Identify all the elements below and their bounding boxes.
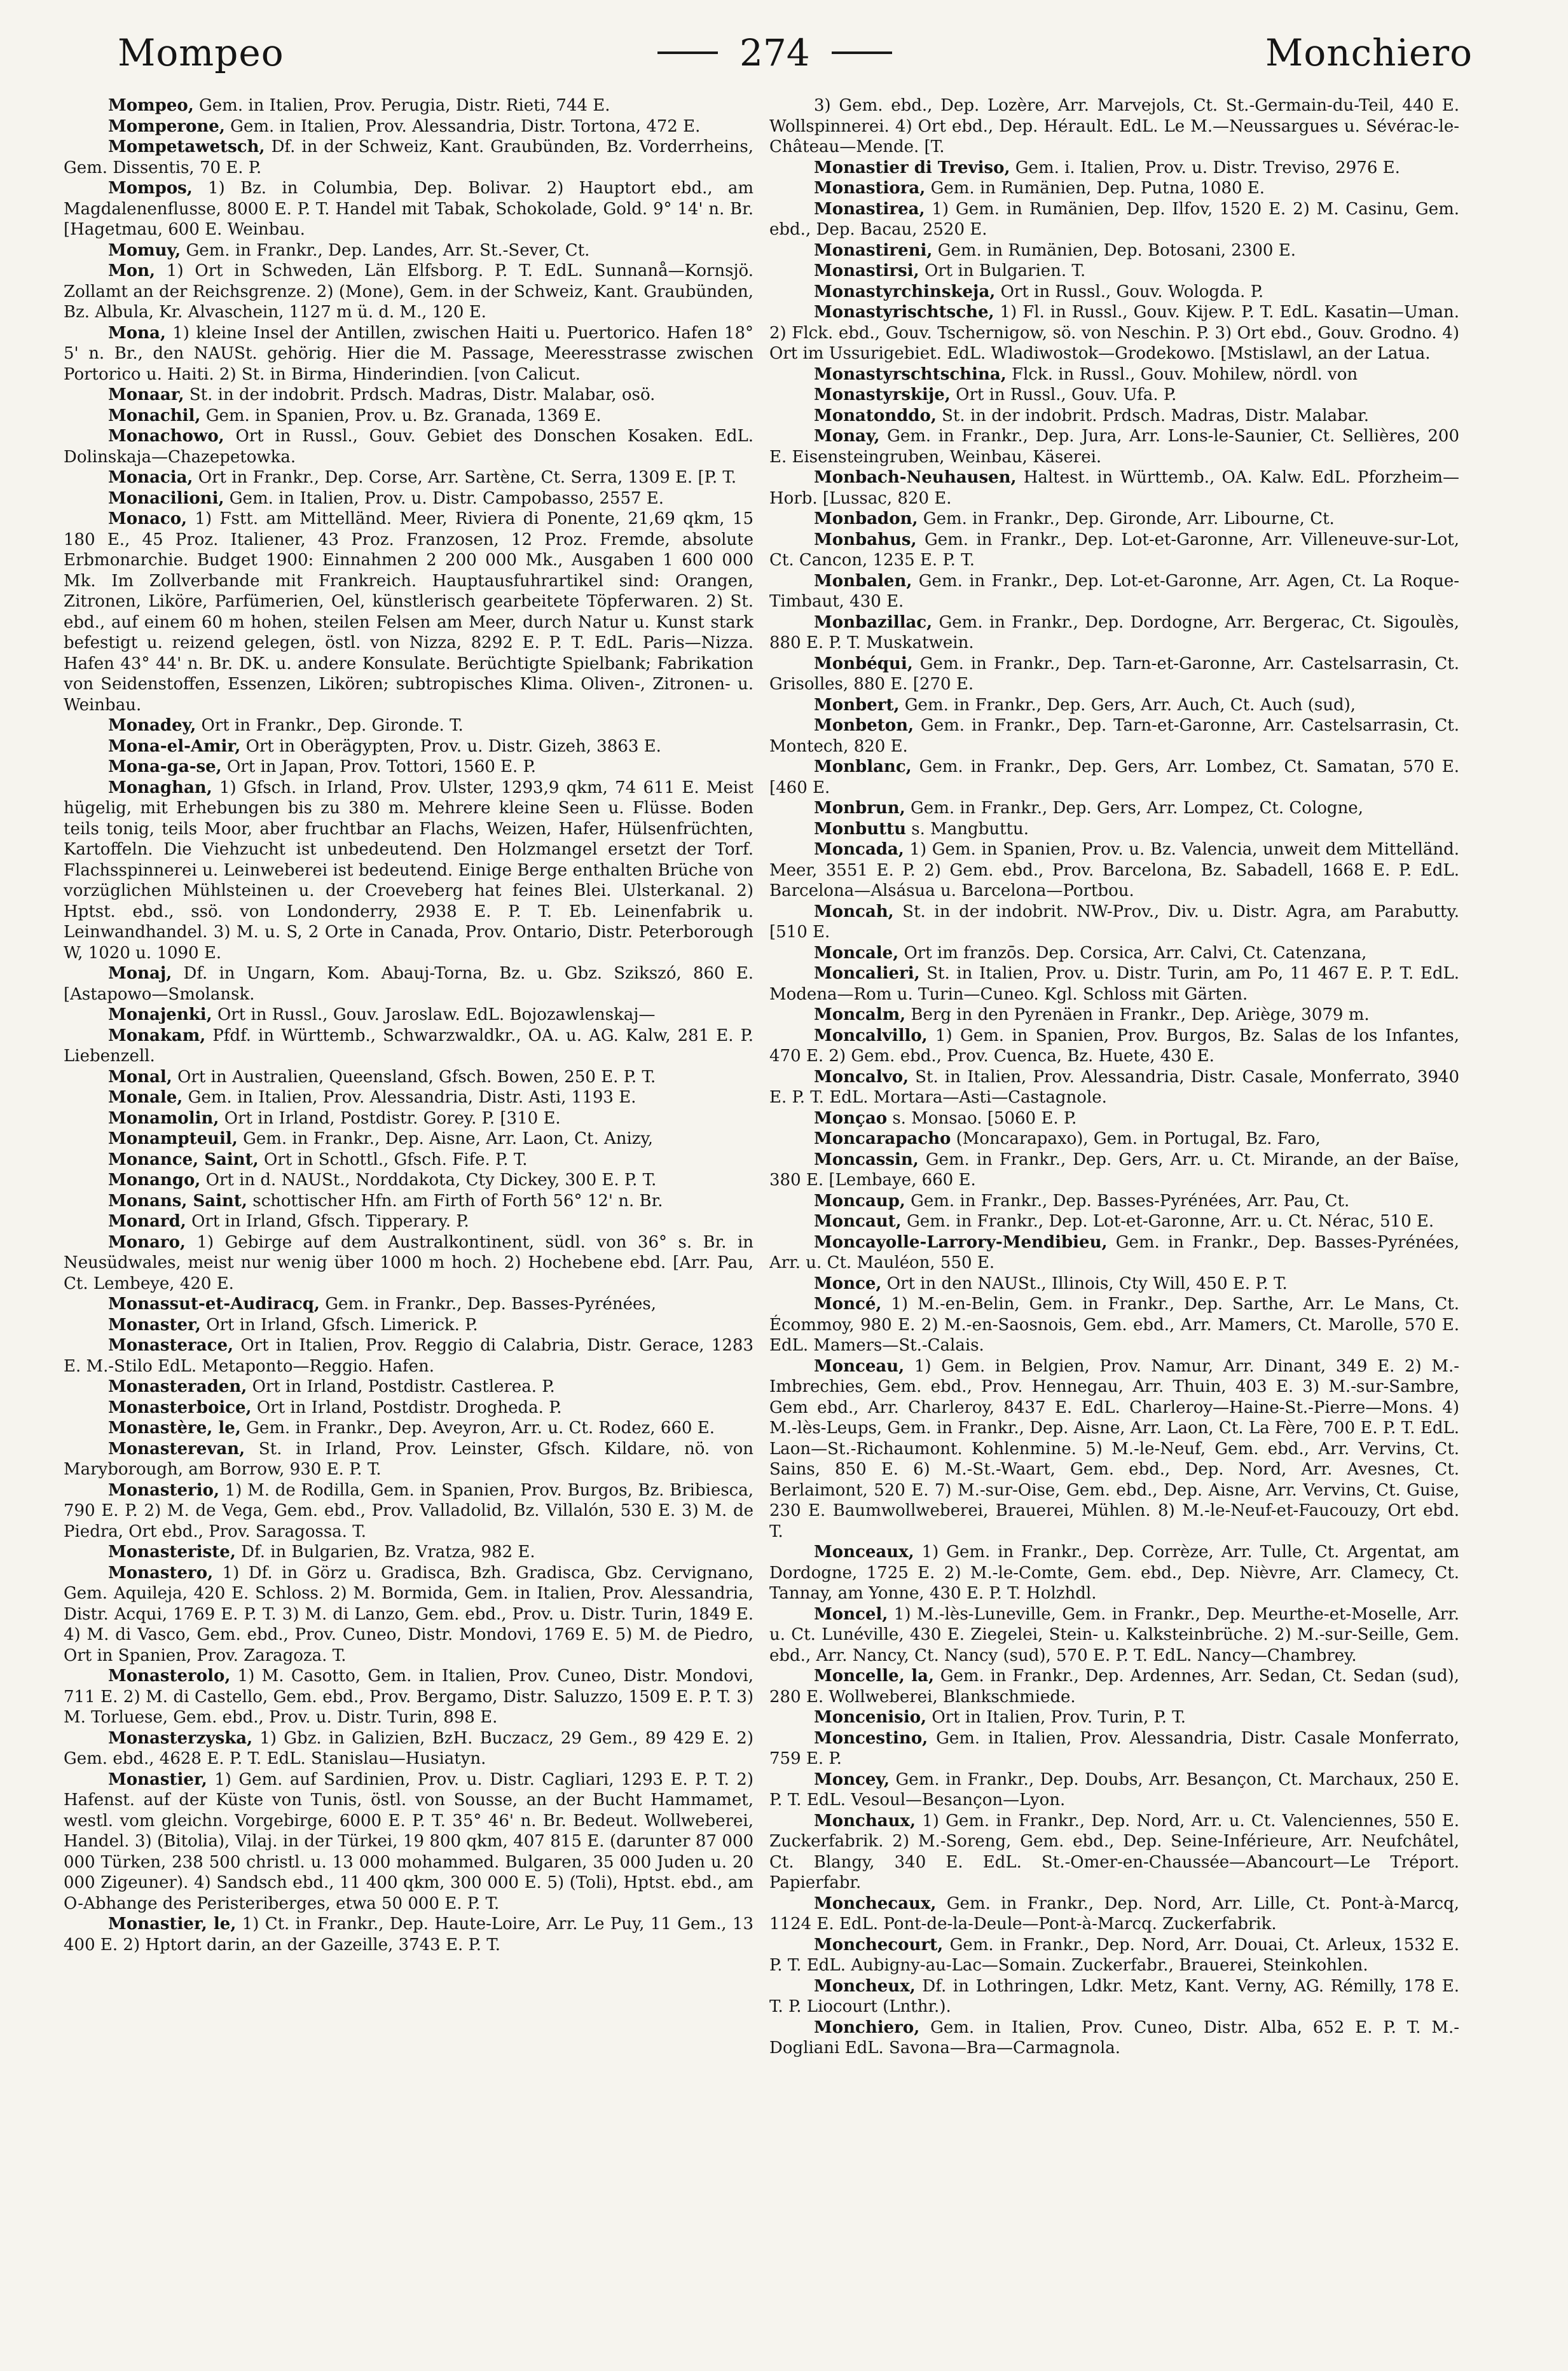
gazetteer-entry: [64, 1150, 753, 1171]
entry-text: 1) Gebirge auf dem Australkontinent, südl. von 36° s. Br. in Neusüdwales, meist nur wenig über 1000 m hoch. 2) Hochebene ebd. [Arr. Pau, Ct. Lembeye, 420 E.: [64, 1232, 753, 1293]
entry-headword: Monango,: [108, 1171, 201, 1190]
entry-headword: Monçao: [814, 1108, 888, 1128]
gazetteer-entry: [64, 240, 753, 261]
gazetteer-entry: [64, 736, 753, 757]
entry-text: Ort in Russl., Gouv. Gebiet des Donschen Kosaken. EdL. Dolinskaja—Chazepetowka.: [64, 427, 753, 467]
entry-text: Gem. in Frankr., Dep. Nord, Arr. Douai, Ct. Arleux, 1532 E. P. T. EdL. Aubigny-au-Lac—Somain. Zuckerfabr., Brauerei, Steinkohlen.: [769, 1935, 1459, 1975]
entry-headword: Moncassin,: [814, 1150, 919, 1169]
gazetteer-entry: [769, 1294, 1459, 1356]
entry-headword: Mona-ga-se,: [108, 757, 222, 776]
entry-text: 1) Gem. in Belgien, Prov. Namur, Arr. Dinant, 349 E. 2) M.-Imbrechies, Gem. ebd., Prov. Hennegau, Arr. Thuin, 403 E. 3) M.-sur-Sambre, Gem ebd., Arr. Charleroy, 8437 E. EdL. Charleroy—Haine-St.-Pierre—Mons. 4) M.-lès-Leups, Gem. in Frankr., Dep. Aisne, Arr. Laon, Ct. La Fère, 700 E. P. T. EdL. Laon—St.-Richaumont. Kohlenmine. 5) M.-le-Neuf, Gem. ebd., Arr. Vervins, Ct. Sains, 850 E. 6) M.-St.-Waart, Gem. ebd., Dep. Nord, Arr. Avesnes, Ct. Berlaimont, 520 E. 7) M.-sur-Oise, Gem. ebd., Dep. Aisne, Arr. Vervins, Ct. Guise, 230 E. Baumwollweberei, Brauerei, Mühlen. 8) M.-le-Neuf-et-Faucouzy, Ort ebd. T.: [769, 1356, 1459, 1541]
entry-text: 1) Gem. in Spanien, Prov. Burgos, Bz. Salas de los Infantes, 470 E. 2) Gem. ebd., Prov. Cuenca, Bz. Huete, 430 E.: [769, 1026, 1459, 1066]
entry-text: Ort in Oberägypten, Prov. u. Distr. Gizeh, 3863 E.: [245, 736, 661, 756]
gazetteer-entry: [64, 1480, 753, 1543]
entry-headword: Monblanc,: [814, 757, 912, 776]
entry-headword: Monbeton,: [814, 716, 914, 735]
entry-headword: Monay,: [814, 427, 880, 446]
entry-text: Ort im franzōs. Dep. Corsica, Arr. Calvi, Ct. Catenzana,: [904, 943, 1367, 963]
entry-text: Ort in Russl., Gouv. Wologda. P.: [1000, 282, 1264, 301]
entry-text: s. Mangbuttu.: [911, 819, 1029, 839]
entry-text: Gem. in Frankr., Dep. Dordogne, Arr. Bergerac, Ct. Sigoulès, 880 E. P. T. Muskatwein.: [769, 612, 1459, 652]
entry-text: Gem. in Frankr., Dep. Lot-et-Garonne, Arr. Villeneuve-sur-Lot, Ct. Cancon, 1235 E. P. T.: [769, 530, 1459, 570]
entry-text: St. in der indobrit. Prdsch. Madras, Distr. Malabar, osö.: [189, 385, 656, 404]
entry-headword: Monachil,: [108, 406, 201, 425]
entry-headword: Moncale,: [814, 943, 899, 963]
entry-headword: Monamolin,: [108, 1108, 219, 1128]
gazetteer-entry: [64, 509, 753, 715]
entry-headword: Moncah,: [814, 902, 894, 921]
entry-headword: Monaster,: [108, 1315, 201, 1335]
gazetteer-entry: [64, 778, 753, 964]
gazetteer-entry: [64, 178, 753, 240]
entry-text: 1) Gem. in Frankr., Dep. Nord, Arr. u. Ct. Valenciennes, 550 E. Zuckerfabrik. 2) M.-Soreng, Gem. ebd., Dep. Seine-Inférieure, Arr. Neufchâtel, Ct. Blangy, 340 E. EdL. St.-Omer-en-Chaussée—Abancourt—Le Tréport. Papierfabr.: [769, 1811, 1459, 1892]
entry-text: St. in der indobrit. Prdsch. Madras, Distr. Malabar.: [942, 406, 1370, 425]
entry-headword: Monasteriste,: [108, 1543, 236, 1562]
entry-headword: Monchecourt,: [814, 1935, 944, 1955]
gazetteer-entry: [64, 1211, 753, 1232]
entry-text: Gem. in Frankr., Dep. Gers, Arr. u. Ct. Mirande, an der Baïse, 380 E. [Lembaye, 660 E.: [769, 1150, 1459, 1190]
entry-text: Gem. in Italien, Prov. Alessandria, Distr. Asti, 1193 E.: [188, 1088, 636, 1107]
gazetteer-entry: [769, 282, 1459, 303]
entry-headword: Monaco,: [108, 509, 188, 528]
entry-headword: Moncheux,: [814, 1976, 916, 1996]
gazetteer-entry: [769, 95, 1459, 158]
entry-text: Ort in Japan, Prov. Tottori, 1560 E. P.: [226, 757, 537, 776]
entry-headword: Moncaut,: [814, 1212, 902, 1231]
entry-text: Gem. in Italien, Prov. Perugia, Distr. Rieti, 744 E.: [199, 96, 610, 115]
entry-text: Ort in Irland, Gfsch. Limerick. P.: [206, 1315, 478, 1335]
entry-headword: Monbahus,: [814, 530, 917, 549]
page-number: 274: [739, 31, 810, 74]
entry-headword: Monaro,: [108, 1232, 186, 1252]
header-dash-left: [657, 52, 718, 54]
entry-text: Gem. in Frankr., Dep. Gers, Arr. Lompez, Ct. Cologne,: [911, 799, 1363, 818]
gazetteer-entry: [769, 1666, 1459, 1707]
gazetteer-entry: [769, 302, 1459, 364]
entry-headword: Monbazillac,: [814, 612, 933, 632]
entry-headword: Monacia,: [108, 468, 193, 487]
entry-headword: Monacilioni,: [108, 488, 224, 508]
entry-text: (Moncarapaxo), Gem. in Portugal, Bz. Faro,: [956, 1129, 1321, 1148]
entry-headword: Monachowo,: [108, 427, 224, 446]
entry-text: Gem. in Frankr., Dep. Lot-et-Garonne, Arr. Agen, Ct. La Roque-Timbaut, 430 E.: [769, 571, 1459, 611]
entry-headword: Monastirsi,: [814, 261, 919, 280]
gazetteer-entry: [64, 488, 753, 509]
gazetteer-entry: [769, 2017, 1459, 2059]
entry-headword: Monastier, le,: [108, 1914, 237, 1934]
gazetteer-entry: [64, 715, 753, 736]
entry-text: s. Monsao. [5060 E. P.: [892, 1108, 1077, 1128]
entry-text: 1) M.-lès-Luneville, Gem. in Frankr., Dep. Meurthe-et-Moselle, Arr. u. Ct. Lunéville, 430 E. Ziegelei, Stein- u. Kalksteinbrüche. 2) M.-sur-Seille, Gem. ebd., Arr. Nancy, Ct. Nancy (sud), 570 E. P. T. EdL. Nancy—Chambrey.: [769, 1604, 1459, 1665]
gazetteer-entry: [64, 1335, 753, 1377]
entry-headword: Monatonddo,: [814, 406, 937, 425]
entry-headword: Moncalvillo,: [814, 1026, 928, 1045]
entry-headword: Monchiero,: [814, 2017, 920, 2037]
gazetteer-entry: [769, 509, 1459, 530]
entry-text: 1) M. Casotto, Gem. in Italien, Prov. Cuneo, Distr. Mondovi, 711 E. 2) M. di Castello, Gem. ebd., Prov. Bergamo, Distr. Saluzzo, 1509 E. P. T. 3) M. Torluese, Gem. ebd., Prov. u. Distr. Turin, 898 E.: [64, 1667, 753, 1727]
header-first-entry: Mompeo: [118, 31, 284, 74]
gazetteer-entry: [64, 385, 753, 406]
gazetteer-entry: [64, 95, 753, 116]
entry-text: 1) Gfsch. in Irland, Prov. Ulster, 1293,9 qkm, 74 611 E. Meist hügelig, mit Erhebungen bis zu 380 m. Mehrere kleine Seen u. Flüsse. Boden teils tonig, teils Moor, aber fruchtbar an Flachs, Weizen, Hafer, Hülsenfrüchten, Kartoffeln. Die Viehzucht ist unbedeutend. Den Holzmangel ersetzt der Torf. Flachsspinnerei u. Leinweberei ist bedeutend. Einige Berge enthalten Brüche von vorzüglichen Mühlsteinen u. der Croeveberg hat feines Blei. Ulsterkanal. 2) Hptst. ebd., ssö. von Londonderry, 2938 E. P. T. Eb. Leinenfabrik u. Leinwandhandel. 3) M. u. S, 2 Orte in Canada, Prov. Ontario, Distr. Peterborough W, 1020 u. 1090 E.: [64, 778, 753, 963]
entry-headword: Monasterboice,: [108, 1398, 252, 1417]
entry-text: 1) Df. in Görz u. Gradisca, Bzh. Gradisca, Gbz. Cervignano, Gem. Aquileja, 420 E. Schloss. 2) M. Bormida, Gem. in Italien, Prov. Alessandria, Distr. Acqui, 1769 E. P. T. 3) M. di Lanzo, Gem. ebd., Prov. u. Distr. Turin, 1849 E. 4) M. di Vasco, Gem. ebd., Prov. Cuneo, Distr. Mondovi, 1769 E. 5) M. de Piedro, Ort in Spanien, Prov. Zaragoza. T.: [64, 1563, 753, 1665]
entry-text: Ort in Schottl., Gfsch. Fife. P. T.: [263, 1150, 528, 1169]
entry-text: Gem. in Frankr., Dep. Basses-Pyrénées, Arr. Pau, Ct.: [911, 1191, 1350, 1211]
gazetteer-entry: [64, 426, 753, 467]
entry-text: schottischer Hfn. am Firth of Forth 56° 12' n. Br.: [252, 1191, 663, 1211]
entry-headword: Moncalvo,: [814, 1067, 909, 1087]
entry-text: Gem. in Frankr., Dep. Lot-et-Garonne, Arr. u. Ct. Nérac, 510 E.: [906, 1212, 1434, 1231]
gazetteer-entry: [769, 1026, 1459, 1067]
entry-text: 1) Fstt. am Mittelländ. Meer, Riviera di Ponente, 21,69 qkm, 15 180 E., 45 Proz. Italiener, 43 Proz. Franzosen, 12 Proz. Fremde, absolute Erbmonarchie. Budget 1900: Einnahmen 2 200 000 Mk., Ausgaben 1 600 000 Mk. Im Zollverbande mit Frankreich. Hauptausfuhrartikel sind: Orangen, Zitronen, Liköre, Parfümerien, Oel, künstlerisch gearbeitete Töpferwaren. 2) St. ebd., auf einem 60 m hohen, steilen Felsen am Meer, durch Natur u. Kunst stark befestigt u. reizend gelegen, östl. von Nizza, 8292 E. P. T. EdL. Paris—Nizza. Hafen 43° 44' n. Br. DK. u. andere Konsulate. Berüchtigte Spielbank; Fabrikation von Seidenstoffen, Essenzen, Likören; subtropisches Klima. Oliven-, Zitronen- u. Weinbau.: [64, 509, 753, 715]
entry-text: Gem. in Rumänien, Dep. Putna, 1080 E.: [930, 179, 1265, 198]
entry-headword: Monchecaux,: [814, 1893, 937, 1913]
gazetteer-entry: [64, 1315, 753, 1336]
entry-headword: Mompetawetsch,: [108, 137, 265, 156]
entry-headword: Monceau,: [814, 1356, 905, 1376]
gazetteer-entry: [769, 1356, 1459, 1543]
gazetteer-entry: [769, 364, 1459, 385]
gazetteer-entry: [64, 467, 753, 488]
entry-text: Gem. in Frankr., Dep. Jura, Arr. Lons-le-Saunier, Ct. Sellières, 200 E. Eisensteingruben, Weinbau, Käserei.: [769, 427, 1459, 467]
entry-headword: Monbalen,: [814, 571, 912, 591]
gazetteer-entry: [769, 1604, 1459, 1667]
entry-text: Gem. in Frankr., Dep. Nord, Arr. Lille, Ct. Pont-à-Marcq, 1124 E. EdL. Pont-de-la-Deule—Pont-à-Marcq. Zuckerfabrik.: [769, 1893, 1459, 1934]
entry-text: St. in Italien, Prov. Alessandria, Distr. Casale, Monferrato, 3940 E. P. T. EdL. Mortara—Asti—Castagnole.: [769, 1067, 1459, 1107]
entry-text: 1) Gem. in Spanien, Prov. u. Bz. Valencia, unweit dem Mittelländ. Meer, 3551 E. P. 2) Gem. ebd., Prov. Barcelona, Bz. Sabadell, 1668 E. P. EdL. Barcelona—Alsásua u. Barcelona—Portbou.: [769, 840, 1459, 900]
gazetteer-entry: [769, 798, 1459, 819]
gazetteer-entry: [769, 178, 1459, 199]
entry-text: 1) M.-en-Belin, Gem. in Frankr., Dep. Sarthe, Arr. Le Mans, Ct. Écommoy, 980 E. 2) M.-en-Saosnois, Gem. ebd., Arr. Mamers, Ct. Marolle, 570 E. EdL. Mamers—St.-Calais.: [769, 1295, 1459, 1355]
gazetteer-entry: [64, 1770, 753, 1914]
gazetteer-entry: [64, 1666, 753, 1728]
left-column: [64, 95, 753, 2349]
gazetteer-entry: [769, 1211, 1459, 1232]
entry-text: Ort in Bulgarien. T.: [924, 261, 1086, 280]
gazetteer-entry: [769, 385, 1459, 406]
entry-text: St. in der indobrit. NW-Prov., Div. u. Distr. Agra, am Parabutty. [510 E.: [769, 902, 1459, 942]
gazetteer-entry: [769, 612, 1459, 654]
entry-text: 1) Gbz. in Galizien, BzH. Buczacz, 29 Gem., 89 429 E. 2) Gem. ebd., 4628 E. P. T. EdL. Stanislau—Husiatyn.: [64, 1728, 753, 1768]
entry-text: Gem. in Frankr., Dep. Ardennes, Arr. Sedan, Ct. Sedan (sud), 280 E. Wollweberei, Blankschmiede.: [769, 1667, 1459, 1707]
entry-text: Ort in Irland, Gfsch. Tipperary. P.: [191, 1212, 469, 1231]
gazetteer-entry: [769, 467, 1459, 509]
gazetteer-entry: [769, 240, 1459, 261]
entry-headword: Monance, Saint,: [108, 1150, 259, 1169]
entry-headword: Monastier,: [108, 1770, 207, 1789]
entry-text: Ort in Australien, Queensland, Gfsch. Bowen, 250 E. P. T.: [177, 1067, 656, 1087]
entry-text: Gem. in Frankr., Dep. Gers, Arr. Auch, Ct. Auch (sud),: [904, 695, 1356, 715]
entry-headword: Monastiora,: [814, 179, 926, 198]
entry-headword: Monaghan,: [108, 778, 212, 797]
entry-text: 1) kleine Insel der Antillen, zwischen Haiti u. Puertorico. Hafen 18° 5' n. Br., den NAUSt. gehörig. Hier die M. Passage, Meeresstrasse zwischen Portorico u. Haiti. 2) St. in Birma, Hinderindien. [von Calicut.: [64, 323, 753, 384]
header-page-number-group: [657, 31, 892, 74]
entry-text: Ort in Russl., Gouv. Ufa. P.: [956, 385, 1177, 404]
entry-headword: Moncalm,: [814, 1005, 906, 1024]
entry-text: Df. in Ungarn, Kom. Abauj-Torna, Bz. u. Gbz. Szikszó, 860 E. [Astapowo—Smolansk.: [64, 964, 753, 1004]
entry-text: Gem. in Frankr., Dep. Aveyron, Arr. u. Ct. Rodez, 660 E.: [246, 1419, 715, 1438]
entry-text: Gem. in Rumänien, Dep. Botosani, 2300 E.: [937, 240, 1296, 260]
right-column: [769, 95, 1459, 2349]
entry-text: Gem. in Frankr., Dep. Gironde, Arr. Libourne, Ct.: [923, 509, 1335, 528]
entry-headword: Monasterevan,: [108, 1439, 245, 1459]
gazetteer-entry: [769, 199, 1459, 240]
gazetteer-entry: [64, 1439, 753, 1480]
entry-headword: Monale,: [108, 1088, 183, 1107]
entry-text: Gem. in Frankr., Dep. Basses-Pyrénées, Arr. u. Ct. Mauléon, 550 E.: [769, 1232, 1459, 1272]
gazetteer-entry: [64, 1026, 753, 1067]
entry-headword: Monasterio,: [108, 1480, 220, 1500]
entry-text: Gem. in Frankr., Dep. Landes, Arr. St.-Sever, Ct.: [186, 240, 590, 260]
page-header: [118, 18, 1473, 88]
entry-text: Ort in Frankr., Dep. Corse, Arr. Sartène, Ct. Serra, 1309 E. [P. T.: [198, 468, 737, 487]
entry-text: 1) Fl. in Russl., Gouv. Kijew. P. T. EdL. Kasatin—Uman. 2) Flck. ebd., Gouv. Tschernigow, sö. von Neschin. P. 3) Ort ebd., Gouv. Grodno. 4) Ort im Ussurigebiet. EdL. Wladiwostok—Grodekowo. [Mstislawl, an der Latua.: [769, 303, 1459, 363]
entry-headword: Moncarapacho: [814, 1129, 951, 1148]
entry-text: 1) Gem. in Rumänien, Dep. Ilfov, 1520 E. 2) M. Casinu, Gem. ebd., Dep. Bacau, 2520 E.: [769, 199, 1459, 239]
entry-headword: Monakam,: [108, 1026, 206, 1045]
gazetteer-entry: [769, 1811, 1459, 1893]
entry-text: Berg in den Pyrenäen in Frankr., Dep. Ariège, 3079 m.: [911, 1005, 1370, 1024]
gazetteer-entry: [769, 819, 1459, 840]
entry-text: Gem. in Frankr., Dep. Aisne, Arr. Laon, Ct. Anizy,: [243, 1129, 654, 1148]
gazetteer-entry: [64, 1087, 753, 1108]
entry-text: Gem. in Frankr., Dep. Doubs, Arr. Besançon, Ct. Marchaux, 250 E. P. T. EdL. Vesoul—Besançon—Lyon.: [769, 1770, 1459, 1810]
entry-text: Ort in d. NAUSt., Norddakota, Cty Dickey, 300 E. P. T.: [205, 1171, 657, 1190]
entry-headword: Monassut-et-Audiracq,: [108, 1295, 320, 1314]
entry-text: 3) Gem. ebd., Dep. Lozère, Arr. Marvejols, Ct. St.-Germain-du-Teil, 440 E. Wollspinnerei. 4) Ort ebd., Dep. Hérault. EdL. Le M.—Neussargues u. Sévérac-le-Château—Mende. [T.: [769, 96, 1459, 156]
entry-text: 1) Gem. auf Sardinien, Prov. u. Distr. Cagliari, 1293 E. P. T. 2) Hafenst. auf der Küste von Tunis, östl. von Sousse, an der Bucht Hammamet, westl. vom gleichn. Vorgebirge, 6000 E. P. T. 35° 46' n. Br. Bedeut. Wollweberei, Handel. 3) (Bitolia), Vilaj. in der Türkei, 19 800 qkm, 407 815 E. (darunter 87 000 000 Türken, 238 500 christl. u. 13 000 mohammed. Bulgaren, 35 000 Juden u. 20 000 Zigeuner). 4) Sandsch ebd., 11 400 qkm, 300 000 E. 5) (Toli), Hptst. ebd., am O-Abhange des Peristeriberges, etwa 50 000 E. P. T.: [64, 1770, 753, 1913]
entry-headword: Monampteuil,: [108, 1129, 238, 1148]
gazetteer-entry: [64, 1542, 753, 1563]
entry-headword: Monbadon,: [814, 509, 918, 528]
gazetteer-entry: [769, 158, 1459, 179]
entry-text: Ort in Irland, Postdistr. Gorey. P. [310 E.: [224, 1108, 561, 1128]
entry-text: Ort in Irland, Postdistr. Castlerea. P.: [252, 1377, 555, 1396]
entry-text: 1) Ort in Schweden, Län Elfsborg. P. T. EdL. Sunnanå—Kornsjö. Zollamt an der Reichsgrenze. 2) (Mone), Gem. in der Schweiz, Kant. Graubünden, Bz. Albula, Kr. Alvaschein, 1127 m ü. d. M., 120 E.: [64, 261, 753, 322]
entry-headword: Moncalieri,: [814, 964, 920, 983]
gazetteer-entry: [64, 1914, 753, 1955]
entry-text: Flck. in Russl., Gouv. Mohilew, nördl. von: [1012, 364, 1358, 384]
entry-headword: Moncelle, la,: [814, 1667, 935, 1686]
gazetteer-entry: [769, 571, 1459, 612]
entry-headword: Monastère, le,: [108, 1419, 241, 1438]
gazetteer-entry: [769, 530, 1459, 571]
entry-headword: Monard,: [108, 1212, 186, 1231]
entry-headword: Monans, Saint,: [108, 1191, 247, 1211]
gazetteer-entry: [769, 406, 1459, 427]
entry-text: Ort in Frankr., Dep. Gironde. T.: [201, 716, 464, 735]
gazetteer-entry: [769, 757, 1459, 798]
gazetteer-entry: [769, 1770, 1459, 1811]
gazetteer-entry: [769, 1935, 1459, 1976]
entry-headword: Momperone,: [108, 116, 225, 136]
entry-text: St. in Italien, Prov. u. Distr. Turin, am Po, 11 467 E. P. T. EdL. Modena—Rom u. Turin—Cuneo. Kgl. Schloss mit Gärten.: [769, 964, 1459, 1004]
entry-headword: Moncey,: [814, 1770, 890, 1789]
entry-headword: Monbrun,: [814, 799, 905, 818]
entry-headword: Moncenisio,: [814, 1708, 927, 1727]
entry-headword: Monastier di Treviso,: [814, 158, 1010, 177]
gazetteer-entry: [769, 1707, 1459, 1728]
gazetteer-entry: [769, 943, 1459, 964]
gazetteer-entry: [64, 1398, 753, 1419]
entry-headword: Monasterolo,: [108, 1667, 231, 1686]
header-last-entry: Monchiero: [1265, 31, 1473, 74]
gazetteer-entry: [769, 715, 1459, 757]
entry-headword: Monajenki,: [108, 1005, 212, 1024]
gazetteer-entry: [769, 1976, 1459, 2017]
entry-headword: Monasterace,: [108, 1336, 234, 1355]
entry-headword: Monastyrchinskeja,: [814, 282, 996, 301]
gazetteer-entry: [64, 137, 753, 178]
gazetteer-entry: [769, 902, 1459, 943]
entry-headword: Monce,: [814, 1274, 882, 1293]
entry-headword: Monaar,: [108, 385, 184, 404]
gazetteer-entry: [64, 116, 753, 137]
entry-headword: Moncestino,: [814, 1728, 928, 1748]
entry-headword: Monastyrskije,: [814, 385, 951, 404]
entry-headword: Monastirea,: [814, 199, 925, 219]
gazetteer-entry: [64, 1294, 753, 1315]
entry-text: Df. in der Schweiz, Kant. Graubünden, Bz. Vorderrheins, Gem. Dissentis, 70 E. P.: [64, 137, 753, 177]
entry-headword: Monasterzyska,: [108, 1728, 253, 1748]
gazetteer-entry: [64, 1108, 753, 1129]
entry-text: 1) Ct. in Frankr., Dep. Haute-Loire, Arr. Le Puy, 11 Gem., 13 400 E. 2) Hptort darin, an der Gazeille, 3743 E. P. T.: [64, 1914, 753, 1955]
gazetteer-entry: [64, 1191, 753, 1212]
entry-text: Gem. in Spanien, Prov. u. Bz. Granada, 1369 E.: [205, 406, 602, 425]
gazetteer-entry: [64, 406, 753, 427]
entry-text: Gem. in Italien, Prov. Alessandria, Distr. Tortona, 472 E.: [230, 116, 701, 136]
gazetteer-entry: [769, 1274, 1459, 1295]
gazetteer-entry: [769, 695, 1459, 716]
entry-headword: Monadey,: [108, 716, 196, 735]
entry-text: 1) Gem. in Frankr., Dep. Corrèze, Arr. Tulle, Ct. Argentat, am Dordogne, 1725 E. 2) M.-le-Comte, Gem. ebd., Dep. Nièvre, Arr. Clamecy, Ct. Tannay, am Yonne, 430 E. P. T. Holzhdl.: [769, 1543, 1459, 1603]
entry-text: Gem. in Italien, Prov. Alessandria, Distr. Casale Monferrato, 759 E. P.: [769, 1728, 1459, 1768]
gazetteer-entry: [769, 654, 1459, 695]
entry-text: Ort in Italien, Prov. Turin, P. T.: [932, 1708, 1186, 1727]
gazetteer-entry: [769, 1129, 1459, 1150]
entry-text: Gem. in Frankr., Dep. Gers, Arr. Lombez, Ct. Samatan, 570 E. [460 E.: [769, 757, 1459, 797]
entry-text: St. in Irland, Prov. Leinster, Gfsch. Kildare, nö. von Maryborough, am Borrow, 930 E. P. T.: [64, 1439, 753, 1479]
entry-text: Df. in Lothringen, Ldkr. Metz, Kant. Verny, AG. Rémilly, 178 E. T. P. Liocourt (Lnthr.).: [769, 1976, 1459, 2016]
gazetteer-entry: [769, 1232, 1459, 1274]
gazetteer-entry: [769, 1191, 1459, 1212]
gazetteer-entry: [769, 1542, 1459, 1604]
entry-text: Gem. in Frankr., Dep. Tarn-et-Garonne, Arr. Castelsarrasin, Ct. Montech, 820 E.: [769, 716, 1459, 756]
entry-headword: Mona-el-Amir,: [108, 736, 241, 756]
entry-headword: Moncada,: [814, 840, 904, 859]
entry-text: Gem. in Frankr., Dep. Basses-Pyrénées,: [325, 1295, 657, 1314]
gazetteer-entry: [769, 1108, 1459, 1129]
entry-headword: Mompos,: [108, 179, 193, 198]
gazetteer-entry: [64, 1418, 753, 1439]
entry-headword: Monchaux,: [814, 1811, 916, 1831]
entry-headword: Monbert,: [814, 695, 900, 715]
entry-headword: Monaj,: [108, 964, 172, 983]
entry-headword: Monceaux,: [814, 1543, 914, 1562]
entry-text: Pfdf. in Württemb., Schwarzwaldkr., OA. u. AG. Kalw, 281 E. P. Liebenzell.: [64, 1026, 753, 1066]
entry-text: Gem. in Italien, Prov. u. Distr. Campobasso, 2557 E.: [229, 488, 664, 508]
entry-text: Gem. in Frankr., Dep. Tarn-et-Garonne, Arr. Castelsarrasin, Ct. Grisolles, 880 E. [270 E.: [769, 654, 1459, 694]
entry-headword: Monbach-Neuhausen,: [814, 468, 1017, 487]
entry-headword: Mon,: [108, 261, 156, 280]
entry-headword: Moncé,: [814, 1295, 882, 1314]
gazetteer-entry: [64, 1129, 753, 1150]
entry-headword: Monastyrschtschina,: [814, 364, 1007, 384]
gazetteer-entry: [64, 757, 753, 778]
entry-headword: Mona,: [108, 323, 166, 343]
gazetteer-entry: [769, 1067, 1459, 1108]
entry-headword: Monastero,: [108, 1563, 214, 1583]
gazetteer-entry: [64, 1005, 753, 1026]
entry-headword: Moncel,: [814, 1604, 888, 1624]
entry-headword: Mompeo,: [108, 96, 194, 115]
gazetteer-entry: [769, 426, 1459, 467]
gazetteer-entry: [769, 839, 1459, 902]
entry-text: Gem. i. Italien, Prov. u. Distr. Treviso, 2976 E.: [1015, 158, 1400, 177]
gazetteer-entry: [64, 1728, 753, 1770]
entry-text: Gem. in Italien, Prov. Cuneo, Distr. Alba, 652 E. P. T. M.-Dogliani EdL. Savona—Bra—Carmagnola.: [769, 2017, 1459, 2058]
entry-headword: Momuy,: [108, 240, 181, 260]
gazetteer-entry: [64, 323, 753, 385]
gazetteer-entry: [769, 1728, 1459, 1770]
gazetteer-entry: [769, 261, 1459, 282]
gazetteer-entry: [64, 1067, 753, 1088]
gazetteer-entry: [769, 1893, 1459, 1935]
gazetteer-entry: [64, 1170, 753, 1191]
entry-text: 1) M. de Rodilla, Gem. in Spanien, Prov. Burgos, Bz. Bribiesca, 790 E. P. 2) M. de Vega, Gem. ebd., Prov. Valladolid, Bz. Villalón, 530 E. 3) M. de Piedra, Ort ebd., Prov. Saragossa. T.: [64, 1480, 753, 1541]
gazetteer-entry: [64, 1377, 753, 1398]
gazetteer-entry: [769, 963, 1459, 1005]
entry-headword: Monbuttu: [814, 819, 907, 839]
entry-text: Ort in Irland, Postdistr. Drogheda. P.: [256, 1398, 562, 1417]
entry-headword: Monasteraden,: [108, 1377, 247, 1396]
gazetteer-entry: [769, 1005, 1459, 1026]
gazetteer-entry: [64, 1232, 753, 1295]
entry-text: 1) Bz. in Columbia, Dep. Bolivar. 2) Hauptort ebd., am Magdalenenflusse, 8000 E. P. T. Handel mit Tabak, Schokolade, Gold. 9° 14' n. Br. [Hagetmau, 600 E. Weinbau.: [64, 179, 753, 239]
entry-headword: Moncayolle-Larrory-Mendibieu,: [814, 1232, 1108, 1252]
entry-text: Ort in Russl., Gouv. Jaroslaw. EdL. Bojozawlenskaj—: [217, 1005, 656, 1024]
entry-text: Ort in den NAUSt., Illinois, Cty Will, 450 E. P. T.: [886, 1274, 1288, 1293]
entry-text: Ort in Italien, Prov. Reggio di Calabria, Distr. Gerace, 1283 E. M.-Stilo EdL. Metaponto—Reggio. Hafen.: [64, 1336, 753, 1376]
header-dash-right: [832, 52, 892, 54]
entry-headword: Monastyrischtsche,: [814, 303, 994, 322]
entry-headword: Monbéqui,: [814, 654, 913, 673]
entry-headword: Moncaup,: [814, 1191, 905, 1211]
entry-text: Df. in Bulgarien, Bz. Vratza, 982 E.: [241, 1543, 535, 1562]
entry-headword: Monal,: [108, 1067, 172, 1087]
gazetteer-entry: [64, 261, 753, 323]
gazetteer-entry: [64, 963, 753, 1005]
entry-headword: Monastireni,: [814, 240, 933, 260]
entry-text: Haltest. in Württemb., OA. Kalw. EdL. Pforzheim—Horb. [Lussac, 820 E.: [769, 468, 1459, 508]
gazetteer-entry: [769, 1150, 1459, 1191]
gazetteer-entry: [64, 1563, 753, 1667]
